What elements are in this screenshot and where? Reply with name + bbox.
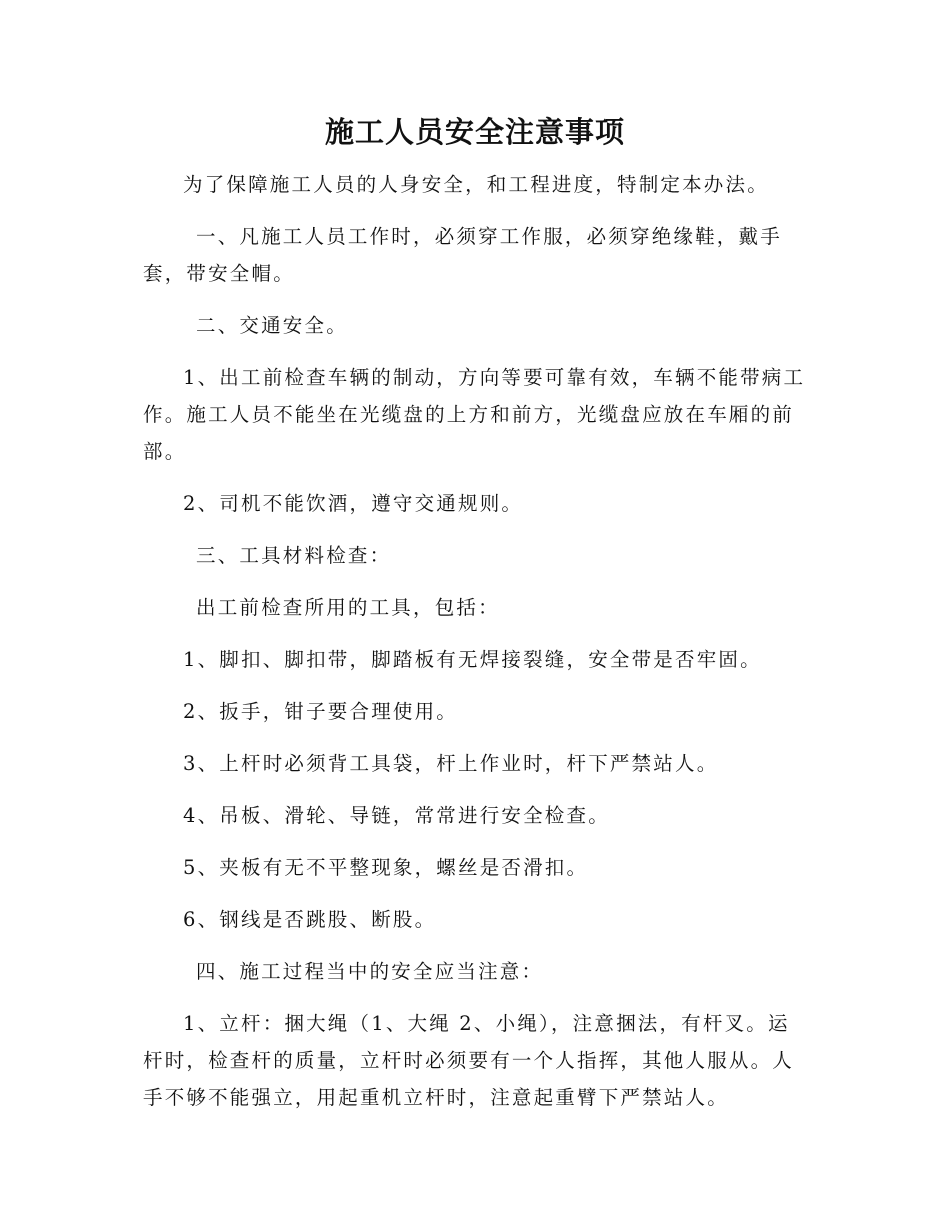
paragraph-tools-item-5: 5、夹板有无不平整现象，螺丝是否滑扣。 xyxy=(183,856,589,879)
document-body xyxy=(143,166,811,1116)
paragraph-traffic-item-1: 1、出工前检查车辆的制动，方向等要可靠有效，车辆不能带病工作。施工人员不能坐在光缆盘的上方和前方，光缆盘应放在车厢的前部。 xyxy=(143,366,806,463)
paragraph-section-4-heading: 四、施工过程当中的安全应当注意： xyxy=(196,960,544,983)
paragraph-traffic-item-2: 2、司机不能饮酒，遵守交通规则。 xyxy=(183,492,524,515)
paragraph-section-1: 一、凡施工人员工作时，必须穿工作服，必须穿绝缘鞋，戴手套，带安全帽。 xyxy=(143,225,782,285)
paragraph-section-3-heading: 三、工具材料检查： xyxy=(196,544,392,567)
paragraph-intro: 为了保障施工人员的人身安全，和工程进度，特制定本办法。 xyxy=(183,173,769,196)
paragraph-section-2-heading: 二、交通安全。 xyxy=(196,314,348,337)
document-title: 施工人员安全注意事项 xyxy=(324,115,625,149)
paragraph-tools-intro: 出工前检查所用的工具，包括： xyxy=(196,596,500,619)
paragraph-tools-item-6: 6、钢线是否跳股、断股。 xyxy=(183,908,437,931)
paragraph-tools-item-2: 2、扳手，钳子要合理使用。 xyxy=(183,700,459,723)
paragraph-tools-item-1: 1、脚扣、脚扣带，脚踏板有无焊接裂缝，安全带是否牢固。 xyxy=(183,648,762,671)
paragraph-construction-item-1: 1、立杆：捆大绳（1、大绳 2、小绳），注意捆法，有杆叉。运杆时，检查杆的质量，立杆时必须要有一个人指挥，其他人服从。人手不够不能强立，用起重机立杆时，注意起重臂下严禁站人。 xyxy=(143,1012,795,1109)
paragraph-tools-item-4: 4、吊板、滑轮、导链，常常进行安全检查。 xyxy=(183,804,610,827)
paragraph-tools-item-3: 3、上杆时必须背工具袋，杆上作业时，杆下严禁站人。 xyxy=(183,752,719,775)
